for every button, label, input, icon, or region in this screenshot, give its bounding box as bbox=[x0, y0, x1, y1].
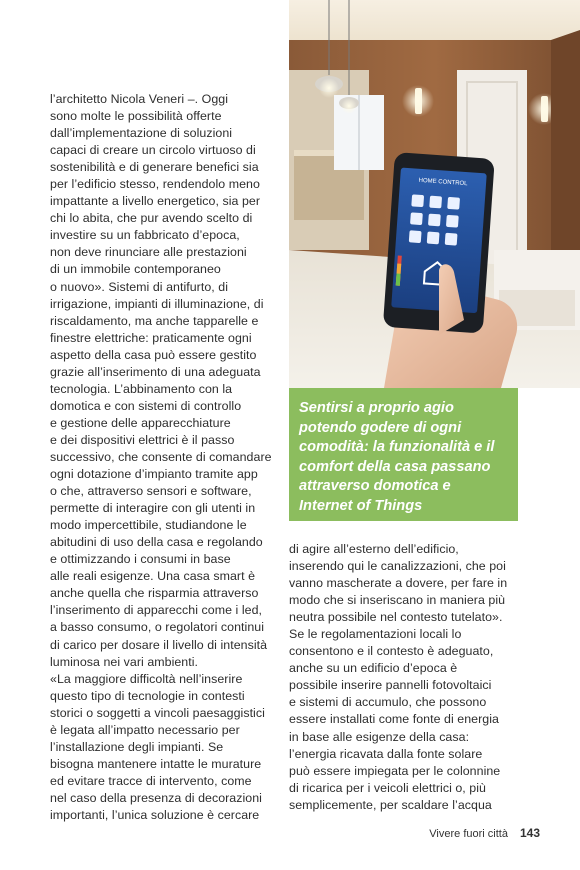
caption-line: Internet of Things bbox=[299, 497, 423, 514]
text-line: luminosa nei vari ambienti. bbox=[50, 654, 199, 669]
article-column-right bbox=[289, 541, 521, 814]
text-line: essere installati come fonte di energia bbox=[289, 712, 499, 727]
text-line: a basso consumo, o regolatori continui bbox=[50, 620, 265, 635]
text-line: ed evitare tracce di intervento, come bbox=[50, 773, 252, 788]
text-line: alle reali esigenze. Una casa smart è bbox=[50, 569, 256, 584]
text-line: nel caso della presenza di decorazioni bbox=[50, 790, 262, 805]
caption-line: comodità: la funzionalità e il bbox=[299, 439, 495, 456]
photo-caption bbox=[299, 399, 514, 517]
caption-line: potendo godere di ogni bbox=[299, 419, 462, 436]
text-line: capaci di creare un circolo virtuoso di bbox=[50, 143, 256, 158]
text-line: chi lo abita, che pur avendo scelto di bbox=[50, 211, 253, 226]
text-line: impattante a livello energetico, sia per bbox=[50, 194, 261, 209]
text-line: non deve rinunciare alle prestazioni bbox=[50, 245, 247, 260]
caption-line: comfort della casa passano bbox=[299, 458, 491, 475]
text-line: bisogna mantenere intatte le murature bbox=[50, 756, 262, 771]
text-line: modo impercettibile, studiandone le bbox=[50, 518, 247, 533]
text-line: successivo, che consente di comandare bbox=[50, 449, 272, 464]
text-line: o nuovo». Sistemi di antifurto, di bbox=[50, 279, 229, 294]
text-line: irrigazione, impianti di illuminazione, di bbox=[50, 296, 264, 311]
text-line: e sistemi di accumulo, che possono bbox=[289, 695, 487, 710]
text-line: aspetto della casa può essere gestito bbox=[50, 347, 257, 362]
text-line: «La maggiore difficoltà nell’inserire bbox=[50, 671, 243, 686]
text-line: modo che si inseriscano in maniera più bbox=[289, 593, 506, 608]
text-line: l’installazione degli impianti. Se bbox=[50, 739, 224, 754]
text-line: è legata all’impatto necessario per bbox=[50, 722, 240, 737]
text-line: semplicemente, per scaldare l’acqua bbox=[289, 797, 492, 812]
text-line: sono molte le possibilità offerte bbox=[50, 109, 222, 124]
text-line: domotica e con sistemi di controllo bbox=[50, 398, 242, 413]
text-line: grazie all’inserimento di una adeguata bbox=[50, 364, 261, 379]
text-line: finestre elettriche: praticamente ogni bbox=[50, 330, 252, 345]
photo-caption-box bbox=[289, 388, 518, 521]
text-line: permette di interagire con gli utenti in bbox=[50, 501, 256, 516]
text-line: vanno mascherate a dovere, per fare in bbox=[289, 576, 508, 591]
text-line: investire su un fabbricato d’epoca, bbox=[50, 228, 240, 243]
text-line: inserendo qui le canalizzazioni, che poi bbox=[289, 559, 506, 574]
text-line: questo tipo di tecnologie in contesti bbox=[50, 688, 245, 703]
text-line: riscaldamento, ma anche tapparelle e bbox=[50, 313, 259, 328]
page-number: 143 bbox=[519, 826, 540, 840]
footer-section-title: Vivere fuori città bbox=[429, 828, 508, 840]
text-line: l’inserimento di apparecchi come i led, bbox=[50, 603, 263, 618]
text-line: di un immobile contemporaneo bbox=[50, 262, 221, 277]
text-line: importanti, l’unica soluzione è cercare bbox=[50, 807, 260, 822]
text-line: o che, attraverso sensori e software, bbox=[50, 484, 252, 499]
text-line: Se le regolamentazioni locali lo bbox=[289, 627, 462, 642]
text-line: tecnologia. L’abbinamento con la bbox=[50, 381, 233, 396]
text-line: di carico per dosare il livello di intensità bbox=[50, 637, 268, 652]
page-footer bbox=[429, 826, 540, 840]
text-line: abitudini di uso della casa e regolando bbox=[50, 535, 263, 550]
text-line: possibile inserire pannelli fotovoltaici bbox=[289, 678, 492, 693]
text-line: di agire all’esterno dell’edificio, bbox=[289, 542, 459, 556]
text-line: e gestione delle apparecchiature bbox=[50, 415, 231, 430]
text-line: anche quella che risparmia attraverso bbox=[50, 586, 259, 601]
text-line: può essere impiegata per le colonnine bbox=[289, 763, 501, 778]
smart-home-photo bbox=[289, 0, 580, 388]
article-column-left bbox=[50, 91, 282, 824]
phone-screen-title: HOME CONTROL bbox=[418, 177, 468, 188]
caption-line: Sentirsi a proprio agio bbox=[299, 400, 454, 416]
text-line: consentono e il contesto è adeguato, bbox=[289, 644, 494, 659]
text-line: l’energia ricavata dalla fonte solare bbox=[289, 746, 483, 761]
text-line: e ottimizzando i consumi in base bbox=[50, 552, 231, 567]
caption-line: attraverso domotica e bbox=[299, 478, 451, 495]
text-line: sostenibilità e di generare benefici sia bbox=[50, 160, 259, 175]
text-line: storici o soggetti a vincoli paesaggistici bbox=[50, 705, 265, 720]
text-line: in base alle esigenze della casa: bbox=[289, 729, 470, 744]
text-line: e dei dispositivi elettrici è il passo bbox=[50, 432, 235, 447]
text-line: neutra possibile nel contesto tutelato». bbox=[289, 610, 503, 625]
text-line: per l’edificio stesso, rendendolo meno bbox=[50, 177, 260, 192]
text-line: anche su un edificio d’epoca è bbox=[289, 661, 458, 676]
text-line: l’architetto Nicola Veneri –. Oggi bbox=[50, 92, 229, 106]
text-line: dall’implementazione di soluzioni bbox=[50, 126, 233, 141]
text-line: ogni dotazione d’impianto tramite app bbox=[50, 467, 258, 482]
text-line: di ricarica per i veicoli elettrici o, più bbox=[289, 780, 486, 795]
